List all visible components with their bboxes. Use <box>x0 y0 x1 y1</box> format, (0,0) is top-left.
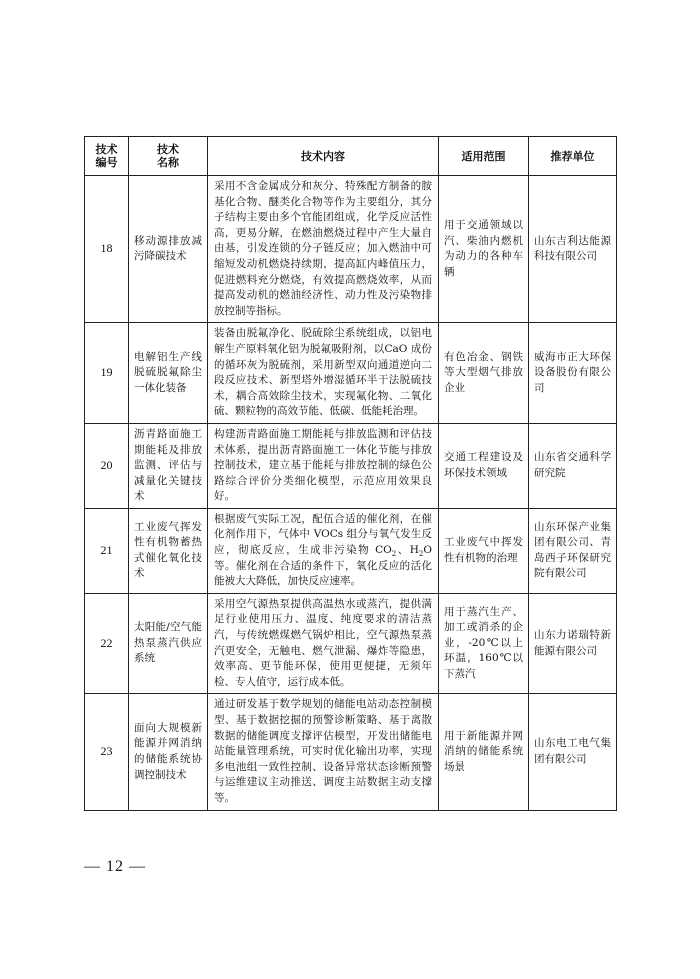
tech-content: 构建沥青路面施工期能耗与排放监测和评估技术体系，提出沥青路面施工一体化节能与排放控制技术，建立基于能耗与排放控制的绿色公路综合评价分类细化模型，示范应用效果良好。 <box>208 423 439 508</box>
tech-content: 装备由脱氟净化、脱硫除尘系统组成，以铝电解生产原料氧化铝为脱氟吸附剂，以CaO 成份的循环灰为脱硫剂，采用新型双向通道逆向二段反应技术、新型塔外增湿循环半干法脱硫技术，耦合高效除尘技术，实现氟化物、二氧化硫、颗粒物的高效节能、低碳、低能耗治理。 <box>208 323 439 424</box>
tech-content: 采用不含金属成分和灰分、特殊配方制备的胺基化合物、醚类化合物等作为主要组分，其分子结构主要由多个官能团组成，化学反应活性高，更易分解，在燃油燃烧过程中产生大量自由基，引发连锁的分子链反应；加入燃油中可缩短发动机燃烧持续期，提高缸内峰值压力，促进燃料充分燃烧，有效提高燃烧效率，从而提高发动机的燃油经济性、动力性及污染物排放控制等指标。 <box>208 176 439 323</box>
tech-scope: 用于新能源并网消纳的储能系统场景 <box>439 694 529 810</box>
tech-scope: 有色冶金、钢铁等大型烟气排放企业 <box>439 323 529 424</box>
tech-scope: 用于蒸汽生产、加工或消杀的企业，-20℃以上环温，160℃以下蒸汽 <box>439 593 529 694</box>
tech-name: 太阳能/空气能热泵蒸汽供应系统 <box>129 593 208 694</box>
tech-content-part: 根据废气实际工况，配伍合适的催化剂，在催化剂作用下，气体中 VOCs 组分与氧气发生反应，彻底反应，生成非污染物 CO <box>214 512 432 557</box>
tech-number: 21 <box>85 508 129 593</box>
header-tech-number: 技术 编号 <box>85 137 129 176</box>
tech-scope: 工业废气中挥发性有机物的治理 <box>439 508 529 593</box>
tech-name: 电解铝生产线脱硫脱氟除尘一体化装备 <box>129 323 208 424</box>
recommending-unit: 山东力诺瑞特新能源有限公司 <box>529 593 617 694</box>
table-row <box>85 593 617 694</box>
table-header-row <box>85 137 617 176</box>
subscript-2: 2 <box>418 550 424 559</box>
recommending-unit: 威海市正大环保设备股份有限公司 <box>529 323 617 424</box>
table-row <box>85 176 617 323</box>
document-page <box>84 136 616 811</box>
subscript-2: 2 <box>391 550 397 559</box>
page-number: — 12 — <box>84 858 146 875</box>
tech-content-part: 、H <box>396 544 419 557</box>
recommending-unit: 山东吉利达能源科技有限公司 <box>529 176 617 323</box>
tech-content: 采用空气源热泵提供高温热水或蒸汽，提供满足行业使用压力、温度、纯度要求的清洁蒸汽，与传统燃煤燃气锅炉相比，空气源热泵蒸汽更安全，无触电、燃气泄漏、爆炸等隐患，效率高、更节能环保，使用更便捷，无须年检、专人值守，运行成本低。 <box>208 593 439 694</box>
header-tech-name: 技术 名称 <box>129 137 208 176</box>
table-row <box>85 508 617 593</box>
tech-name: 移动源排放减污降碳技术 <box>129 176 208 323</box>
table-row <box>85 423 617 508</box>
tech-number: 22 <box>85 593 129 694</box>
tech-number: 18 <box>85 176 129 323</box>
table-row <box>85 323 617 424</box>
tech-number: 19 <box>85 323 129 424</box>
tech-number: 23 <box>85 694 129 810</box>
header-scope: 适用范围 <box>439 137 529 176</box>
recommending-unit: 山东电工电气集团有限公司 <box>529 694 617 810</box>
header-recommending-unit: 推荐单位 <box>529 137 617 176</box>
tech-name: 沥青路面施工期能耗及排放监测、评估与减量化关键技术 <box>129 423 208 508</box>
recommending-unit: 山东环保产业集团有限公司、青岛西子环保研究院有限公司 <box>529 508 617 593</box>
tech-scope: 交通工程建设及环保技术领域 <box>439 423 529 508</box>
tech-scope: 用于交通领域以汽、柴油内燃机为动力的各种车辆 <box>439 176 529 323</box>
table-row <box>85 694 617 810</box>
tech-content-part: O 等。催化剂在合适的条件下，氧化反应的活化能被大大降低，加快反应速率。 <box>214 544 432 588</box>
recommending-unit: 山东省交通科学研究院 <box>529 423 617 508</box>
tech-content <box>208 508 439 593</box>
header-tech-content: 技术内容 <box>208 137 439 176</box>
tech-name: 面向大规模新能源并网消纳的储能系统协调控制技术 <box>129 694 208 810</box>
tech-name: 工业废气挥发性有机物蓄热式催化氧化技术 <box>129 508 208 593</box>
tech-number: 20 <box>85 423 129 508</box>
technology-table <box>84 136 617 811</box>
tech-content: 通过研发基于数学规划的储能电站动态控制模型、基于数据挖掘的预警诊断策略、基于离散数据的储能调度支撑评估模型，开发出储能电站能量管理系统，可实时优化输出功率，实现多电池组一致性控制、设备异常状态诊断预警与运维建议主动推送、调度主站数据主动支撑等。 <box>208 694 439 810</box>
